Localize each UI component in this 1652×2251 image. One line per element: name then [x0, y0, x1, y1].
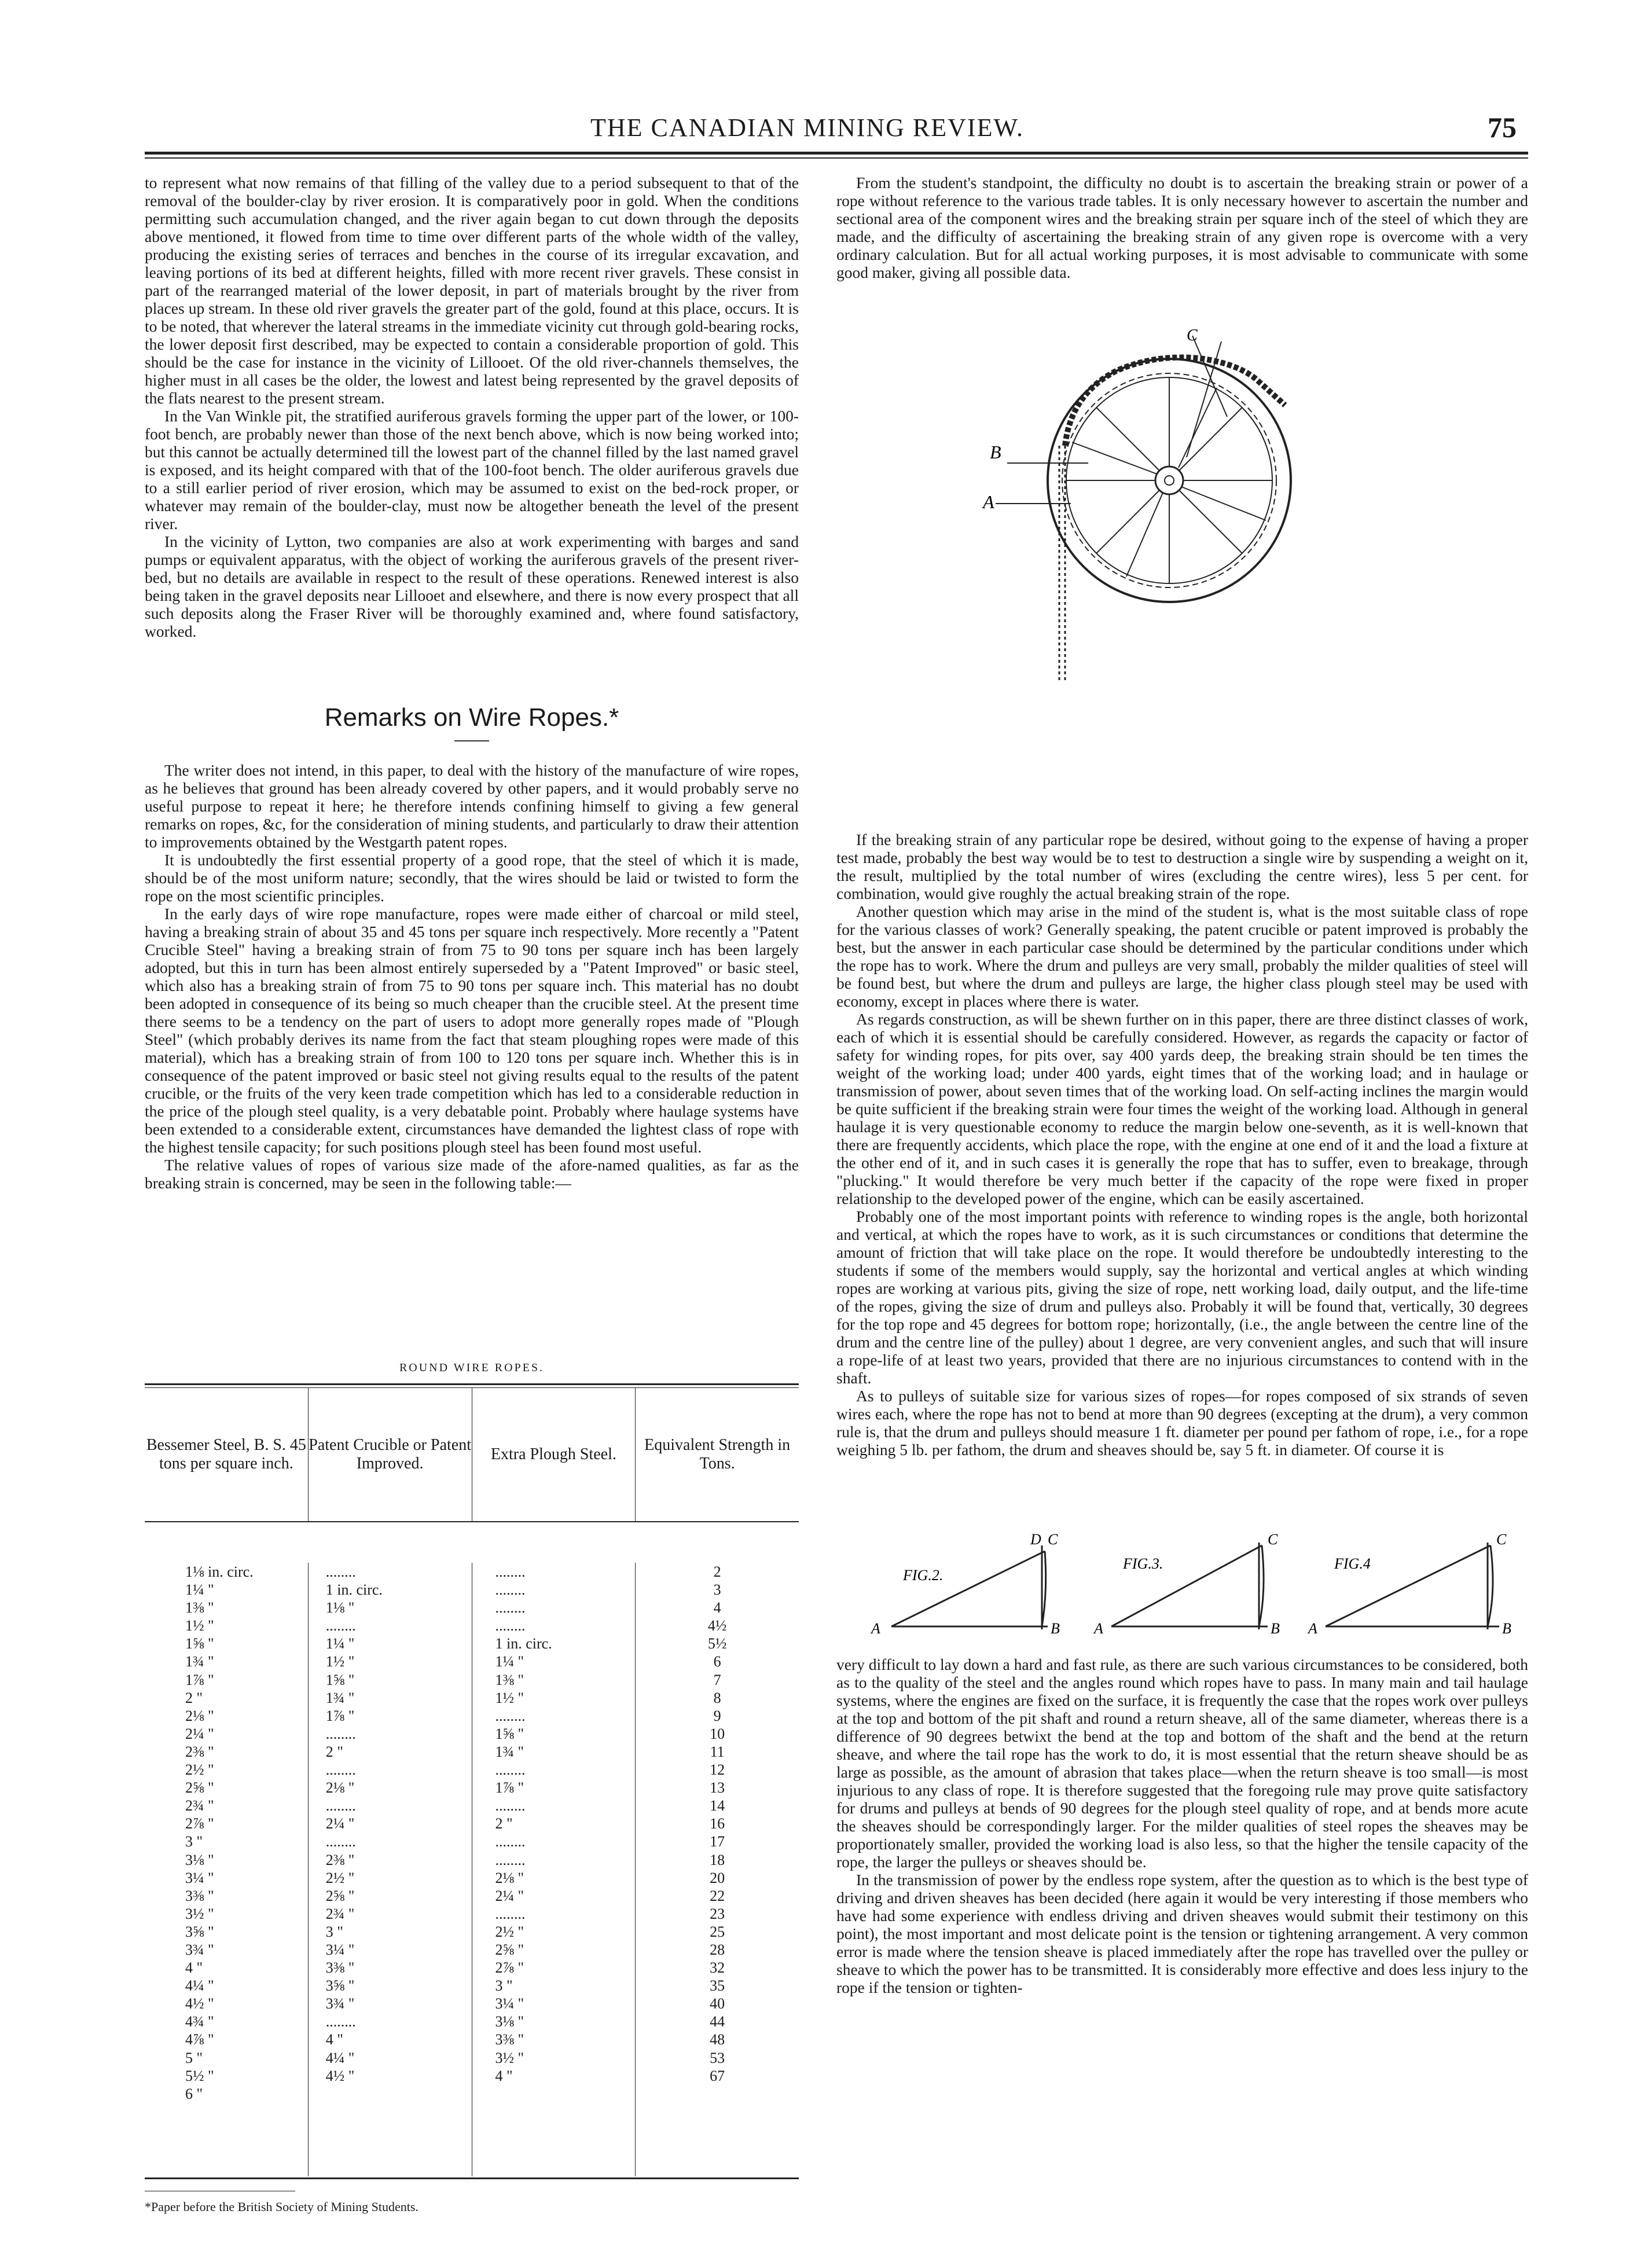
table-cell: 2⅛ ": [495, 1869, 524, 1886]
table-cell: 2¼ ": [495, 1887, 524, 1904]
table-cell: 2¼ ": [185, 1725, 214, 1742]
table-cell: 14: [710, 1797, 725, 1815]
footnote: *Paper before the British Society of Mining Students.: [145, 2199, 418, 2214]
table-cell: 3⅜ ": [185, 1887, 214, 1904]
table-header-cell: Equivalent Strength in Tons.: [644, 1436, 791, 1472]
table-column-bessemer: [145, 1563, 309, 2176]
table-cell: 6: [713, 1653, 721, 1670]
table-cell: 3⅝ ": [325, 1977, 355, 1995]
right-column-middle: [836, 831, 1528, 1459]
table-cell: 4½: [707, 1617, 727, 1635]
table-header-cell: Patent Crucible or Patent Improved.: [309, 1388, 472, 1521]
table-cell: 3⅜ ": [495, 2031, 524, 2048]
title-dash: [454, 738, 489, 744]
paragraph: If the breaking strain of any particular rope be desired, without going to the expense of having a proper test made, probably the best way would be to test to destruction a single wire by suspending a weight on it, the result, multiplied by the total number of wires (excluding the centre wires), less 5 per cent. for combination, would give roughly the actual breaking strain of the rope.: [836, 831, 1528, 902]
table-cell: 2⅞ ": [495, 1959, 524, 1977]
table-cell: ........: [325, 1725, 356, 1742]
table-cell: 3½ ": [495, 2049, 524, 2066]
table-cell: ........: [325, 1833, 356, 1850]
fig3-b: B: [1271, 1620, 1280, 1637]
table-cell: 32: [710, 1959, 725, 1977]
table-cell: 2 ": [495, 1815, 513, 1833]
paragraph: to represent what now remains of that filling of the valley due to a period subsequent to that of the removal of the boulder-clay by river erosion. It is comparatively poor in gold. When the conditions permitting such accumulation changed, and the river again began to cut down through the deposits above mentioned, it flowed from time to time over different parts of the whole width of the valley, producing the existing series of terraces and benches in the course of its irregular excavation, and leaving portions of its bed at different heights, filled with more recent river gravels. These consist in part of the rearranged material of the lower deposit, in part of materials brought by the river from places up stream. In these old river gravels the greater part of the gold, found at this place, occurs. It is to be noted, that wherever the lateral streams in the immediate vicinity cut through gold-bearing rocks, the lower deposit first described, may be expected to contain a considerable proportion of gold. This should be the case for instance in the vicinity of Lillooet. Of the old river-channels themselves, the higher must in all cases be the older, the lowest and latest being represented by the gravel deposits of the flats nearest to the present stream.: [145, 174, 799, 407]
fig4-c: C: [1496, 1531, 1507, 1548]
table-column-strength: [636, 1563, 799, 2176]
fig3-c: C: [1268, 1531, 1278, 1548]
table-caption: ROUND WIRE ROPES.: [399, 1361, 545, 1374]
left-column-top: [145, 174, 799, 640]
article-title: Remarks on Wire Ropes.*: [324, 703, 619, 732]
paragraph: The writer does not intend, in this paper, to deal with the history of the manufacture of wire ropes, as he believes that ground has been already covered by other papers, and it would probably serve no useful purpose to repeat it here; he therefore intends confining himself to giving a few general remarks on ropes, &c, for the consideration of mining students, and particularly to draw their attention to improvements obtained by the Westgarth patent ropes.: [145, 761, 799, 851]
table-cell: 2 ": [185, 1689, 203, 1706]
header-rule-thin: [145, 157, 1528, 159]
table-cell: 2⅜ ": [185, 1743, 214, 1760]
table-cell: 25: [710, 1923, 725, 1940]
table-cell: 3 ": [325, 1923, 343, 1940]
table-cell: 2: [713, 1563, 721, 1580]
table-cell: 2 ": [325, 1743, 343, 1760]
table-cell: 1¾ ": [495, 1743, 524, 1760]
table-cell: 1¼ ": [495, 1653, 524, 1670]
table-cell: ........: [325, 1563, 356, 1580]
fig2-b: B: [1051, 1620, 1060, 1637]
table-cell: 1⅞ ": [325, 1707, 355, 1724]
table-cell: 2⅝ ": [495, 1941, 524, 1958]
table-cell: ........: [495, 1617, 526, 1635]
table-header-cell: Extra Plough Steel.: [472, 1388, 636, 1521]
table-cell: 2½ ": [325, 1869, 355, 1886]
table-cell: 8: [713, 1689, 721, 1706]
table-cell: 3: [713, 1581, 721, 1599]
table-cell: 4: [713, 1599, 721, 1617]
table-cell: 48: [710, 2031, 725, 2048]
table-header: [145, 1388, 799, 1522]
table-cell: 1⅜ ": [495, 1671, 524, 1688]
table-cell: 2¼ ": [325, 1815, 355, 1833]
label-a: A: [983, 491, 994, 512]
table-cell: ........: [495, 1797, 526, 1815]
table-cell: 1⅞ ": [185, 1671, 214, 1688]
table-cell: 2¾ ": [325, 1905, 355, 1922]
paragraph: The relative values of ropes of various size made of the afore-named qualities, as far as the breaking strain is concerned, may be seen in the following table:—: [145, 1156, 799, 1192]
fig2-c: C: [1048, 1531, 1058, 1548]
table-cell: 3¼ ": [495, 1995, 524, 2013]
table-cell: ........: [495, 1599, 526, 1617]
table-cell: 9: [713, 1707, 721, 1724]
table-cell: ........: [325, 1797, 356, 1815]
table-cell: ........: [495, 1581, 526, 1599]
paragraph: In the transmission of power by the endless rope system, after the question as to which is the best type of driving and driven sheaves has been decided (here again it would be very interesting if those members who have had some experience with endless driving and driven sheaves would submit their testimony on this point), the most important and most delicate point is the tension or tightening arrangement. A very common error is made where the tension sheave is placed immediately after the rope has travelled over the pulley or sheave to which the power has to be transmitted. It is considerably more effective and does less injury to the rope if the tension or tighten-: [836, 1871, 1528, 1996]
table-cell: 6 ": [185, 2085, 203, 2102]
running-title: THE CANADIAN MINING REVIEW.: [590, 113, 1024, 142]
table-cell: 1¼ ": [325, 1635, 355, 1653]
table-cell: 13: [710, 1779, 725, 1797]
table-cell: ........: [495, 1563, 526, 1580]
table-body: [145, 1522, 799, 2176]
table-cell: 5½: [707, 1635, 727, 1653]
table-cell: 3¾ ": [325, 1995, 355, 2013]
fig2-label: FIG.2.: [903, 1567, 944, 1584]
table-cell: 7: [713, 1671, 721, 1688]
table-cell: 1¾ ": [325, 1689, 355, 1706]
table-cell: [472, 2085, 636, 2103]
table-cell: 53: [710, 2049, 725, 2066]
table-cell: 3⅛ ": [185, 1851, 214, 1868]
table-cell: 17: [710, 1833, 725, 1850]
table-cell: ........: [495, 1905, 526, 1922]
table-cell: 1⅝ ": [495, 1725, 524, 1742]
table-cell: [636, 2085, 799, 2103]
table-cell: 4½ ": [325, 2067, 355, 2084]
fig3-label: FIG.3.: [1123, 1555, 1163, 1572]
table-cell: 4½ ": [185, 1995, 214, 2013]
table-column-plough: [472, 1563, 636, 2176]
table-cell: 1½ ": [495, 1689, 524, 1706]
table-cell: 1⅝ ": [185, 1635, 214, 1653]
drum-figure: [984, 324, 1343, 695]
table-cell: 20: [710, 1869, 725, 1886]
left-column-article: [145, 761, 799, 1192]
paragraph: Another question which may arise in the mind of the student is, what is the most suitable class of rope for the various classes of work? Generally speaking, the patent crucible or patent improved is probably the best, but the answer in each particular case should be determined by the particular conditions under which the rope has to work. Where the drum and pulleys are very small, probably the milder qualities of steel will be found best, but where the drum and pulleys are large, the higher class plough steel may be used with economy, except in places where there is water.: [836, 902, 1528, 1010]
table-cell: 2½ ": [495, 1923, 524, 1940]
table-cell: 1⅛ ": [325, 1599, 355, 1617]
fig4-label: FIG.4: [1334, 1555, 1371, 1572]
table-cell: 2⅞ ": [185, 1815, 214, 1833]
table-cell: 2⅝ ": [185, 1779, 214, 1797]
table-cell: 2¾ ": [185, 1797, 214, 1815]
table-cell: ........: [325, 2013, 356, 2030]
table-cell: 16: [710, 1815, 725, 1833]
table-cell: 1⅜ ": [185, 1599, 214, 1617]
table-cell: ........: [495, 1761, 526, 1779]
right-column-bottom: [836, 1655, 1528, 1996]
table-cell: 3¼ ": [185, 1869, 214, 1886]
table-cell: 2⅛ ": [325, 1779, 355, 1797]
table-cell: ........: [495, 1851, 526, 1868]
table-cell: 1⅛ in. circ.: [185, 1563, 254, 1580]
table-cell: 40: [710, 1995, 725, 2013]
table-cell: 2⅝ ": [325, 1887, 355, 1904]
table-cell: 4¼ ": [325, 2049, 355, 2066]
paragraph: In the vicinity of Lytton, two companies are also at work experimenting with barges and sand pumps or equivalent apparatus, with the object of working the auriferous gravels of the present river-bed, but no details are available in respect to the result of these operations. Renewed interest is also being taken in the gravel deposits near Lillooet and elsewhere, and there is now every prospect that all such deposits along the Fraser River will be thoroughly examined and, where found satisfactory, worked.: [145, 533, 799, 640]
table-cell: 28: [710, 1941, 725, 1958]
right-column-top: [836, 174, 1528, 281]
table-cell: 4 ": [185, 1959, 203, 1977]
table-cell: 2½ ": [185, 1761, 214, 1779]
table-cell: 10: [710, 1725, 725, 1742]
table-cell: 1¼ ": [185, 1581, 214, 1599]
table-cell: 1½ ": [185, 1617, 214, 1635]
table-cell: 1¾ ": [185, 1653, 214, 1670]
table-cell: 12: [710, 1761, 725, 1779]
table-cell: 3⅛ ": [495, 2013, 524, 2030]
label-b: B: [990, 442, 1001, 462]
table-cell: 5 ": [185, 2049, 203, 2066]
table-cell: 2⅜ ": [325, 1851, 355, 1868]
table-cell: 3 ": [495, 1977, 513, 1995]
fig2-a: A: [871, 1620, 880, 1637]
wire-rope-table: [145, 1383, 799, 2179]
table-cell: 23: [710, 1905, 725, 1922]
table-cell: 2⅛ ": [185, 1707, 214, 1724]
table-cell: 3⅝ ": [185, 1923, 214, 1940]
table-cell: 67: [710, 2067, 725, 2084]
table-cell: 1½ ": [325, 1653, 355, 1670]
table-cell: 1 in. circ.: [325, 1581, 383, 1599]
table-cell: 4¼ ": [185, 1977, 214, 1995]
table-cell: 1⅝ ": [325, 1671, 355, 1688]
table-cell: 4¾ ": [185, 2013, 214, 2030]
table-cell: 3 ": [185, 1833, 203, 1850]
header-rule: [145, 152, 1528, 155]
paragraph: very difficult to lay down a hard and fast rule, as there are such various circumstances to be considered, both as to the quality of the steel and the angles round which ropes have to pass. In many main and tail haulage systems, where the engines are fixed on the surface, it is frequently the case that the ropes work over pulleys at the top and bottom of the pit shaft and round a return sheave, all of the same diameter, whereas there is a difference of 90 degrees betwixt the bend at the top and bottom of the shaft and the bend at the return sheave, and where the tail rope has the work to do, it is most essential that the return sheave should be as large as possible, as the amount of abrasion that takes place—when the return sheave is too small—is most injurious to any class of rope. It is therefore suggested that the foregoing rule may prove quite satisfactory for drums and pulleys at bends of 90 degrees for the plough steel quality of rope, and at bends more acute the sheaves should be correspondingly larger. For the milder qualities of steel ropes the sheaves may be proportionately smaller, provided the working load is also less, so that the higher the tensile capacity of the rope, the larger the pulleys or sheaves should be.: [836, 1655, 1528, 1871]
table-cell: ........: [325, 1761, 356, 1779]
table-cell: 11: [710, 1743, 725, 1760]
table-cell: 3½ ": [185, 1905, 214, 1922]
table-cell: [309, 2085, 472, 2103]
table-cell: 3¾ ": [185, 1941, 214, 1958]
table-cell: 3¼ ": [325, 1941, 355, 1958]
paragraph: As to pulleys of suitable size for various sizes of ropes—for ropes composed of six strands of seven wires each, where the rope has not to bend at more than 90 degrees (excepting at the drum), a very common rule is, that the drum and pulleys should measure 1 ft. diameter per pound per fathom of rope, i.e., for a rope weighing 5 lb. per fathom, the drum and sheaves should be, say 5 ft. in diameter. Of course it is: [836, 1387, 1528, 1459]
table-column-crucible: [309, 1563, 472, 2176]
fig2-d: D: [1030, 1531, 1041, 1548]
table-cell: 5½ ": [185, 2067, 214, 2084]
paragraph: As regards construction, as will be shewn further on in this paper, there are three distinct classes of work, each of which it is essential should be carefully considered. However, as regards the capacity or factor of safety for winding ropes, for pits over, say 400 yards deep, the breaking strain should be ten times the weight of the working load; under 400 yards, eight times that of the working load; and in haulage or transmission of power, about seven times that of the working load. On self-acting inclines the margin would be quite sufficient if the breaking strain were four times the weight of the working load. Although in general haulage it is very questionable economy to reduce the margin below one-seventh, as it is well-known that there are frequently accidents, which place the rope, with the engine at one end of it and the load a fixture at the other end of it, and in such cases it is generally the rope that has to suffer, even to breakage, through "plucking." It would therefore be very much better if the capacity of the rope were fixed in proper relationship to the developed power of the engine, which can be easily ascertained.: [836, 1010, 1528, 1207]
paragraph: It is undoubtedly the first essential property of a good rope, that the steel of which it is made, should be of the most uniform nature; secondly, that the wires should be laid or twisted to form the rope on the most scientific principles.: [145, 851, 799, 905]
paragraph: Probably one of the most important points with reference to winding ropes is the angle, both horizontal and vertical, at which the ropes have to work, as it is such circumstances or conditions that determine the amount of friction that will take place on the rope. It would therefore be undoubtedly interesting to the students if some of the members would supply, say the horizontal and vertical angles at which winding ropes are working at various pits, giving the size of rope, nett working load, daily output, and the life-time of the ropes, giving the size of drum and pulleys also. Probably it will be found that, vertically, 30 degrees for the top rope and 45 degrees for bottom rope; horizontally, (i.e., the angle between the centre line of the drum and the centre line of the pulley) about 1 degree, are very convenient angles, and such that will insure a rope-life of at least two years, provided that there are no injurious circumstances to contend with in the shaft.: [836, 1207, 1528, 1387]
paragraph: In the Van Winkle pit, the stratified auriferous gravels forming the upper part of the lower, or 100-foot bench, are probably newer than those of the next bench above, which is now being worked into; but this cannot be actually determined till the lowest part of the channel filled by the last named gravel is exposed, and its height compared with that of the 100-foot bench. The older auriferous gravels due to a still earlier period of river erosion, which may be assumed to exist on the bed-rock proper, or whatever may remain of the boulder-clay, must now be altogether beneath the level of the present river.: [145, 407, 799, 533]
table-cell: 4 ": [495, 2067, 513, 2084]
page-number: 75: [1488, 111, 1517, 144]
paragraph: From the student's standpoint, the difficulty no doubt is to ascertain the breaking strain or power of a rope without reference to the various trade tables. It is only necessary however to ascertain the number and sectional area of the component wires and the breaking strain per square inch of the steel of which they are made, and the difficulty of ascertaining the breaking strain of any given rope is overcome with a very ordinary calculation. But for all actual working purposes, it is most advisable to communicate with some good maker, giving all possible data.: [836, 174, 1528, 281]
angle-figures: [868, 1528, 1517, 1650]
fig4-b: B: [1502, 1620, 1511, 1637]
table-cell: 22: [710, 1887, 725, 1904]
table-cell: 4⅞ ": [185, 2031, 214, 2048]
table-cell: 44: [710, 2013, 725, 2030]
table-cell: ........: [325, 1617, 356, 1635]
paragraph: In the early days of wire rope manufacture, ropes were made either of charcoal or mild steel, having a breaking strain of about 35 and 45 tons per square inch respectively. More recently a "Patent Crucible Steel" having a breaking strain of from 75 to 90 tons per square inch has been largely adopted, but this in turn has been almost entirely superseded by a "Patent Improved" or basic steel, which also has a breaking strain of from 75 to 90 tons per square inch. This material has no doubt been adopted in consequence of its being so much cheaper than the crucible steel. At the present time there seems to be a tendency on the part of users to adopt more generally ropes made of "Plough Steel" (which probably derives its name from the fact that steam ploughing ropes were made of this material), which has a breaking strain of from 100 to 120 tons per square inch. Whether this is in consequence of the patent improved or basic steel not giving results equal to the results of the patent crucible, or the fruits of the very keen trade competition which has led to a considerable reduction in the price of the plough steel quality, is a very debatable point. Probably where haulage systems have been extended to a considerable extent, circumstances have demanded the lightest class of rope with the highest tensile capacity; for such positions plough steel has been found most useful.: [145, 905, 799, 1156]
fig3-a: A: [1094, 1620, 1103, 1637]
table-cell: 3⅜ ": [325, 1959, 355, 1977]
table-cell: 1⅞ ": [495, 1779, 524, 1797]
table-cell: ........: [495, 1833, 526, 1850]
fig4-a: A: [1308, 1620, 1317, 1637]
page-header: [145, 113, 1522, 148]
table-cell: 35: [710, 1977, 725, 1995]
table-cell: 1 in. circ.: [495, 1635, 552, 1653]
table-header-cell: Bessemer Steel, B. S. 45 tons per square inch.: [145, 1388, 309, 1521]
label-c: C: [1187, 326, 1198, 344]
table-cell: 4 ": [325, 2031, 343, 2048]
table-cell: 18: [710, 1851, 725, 1868]
table-cell: ........: [495, 1707, 526, 1724]
